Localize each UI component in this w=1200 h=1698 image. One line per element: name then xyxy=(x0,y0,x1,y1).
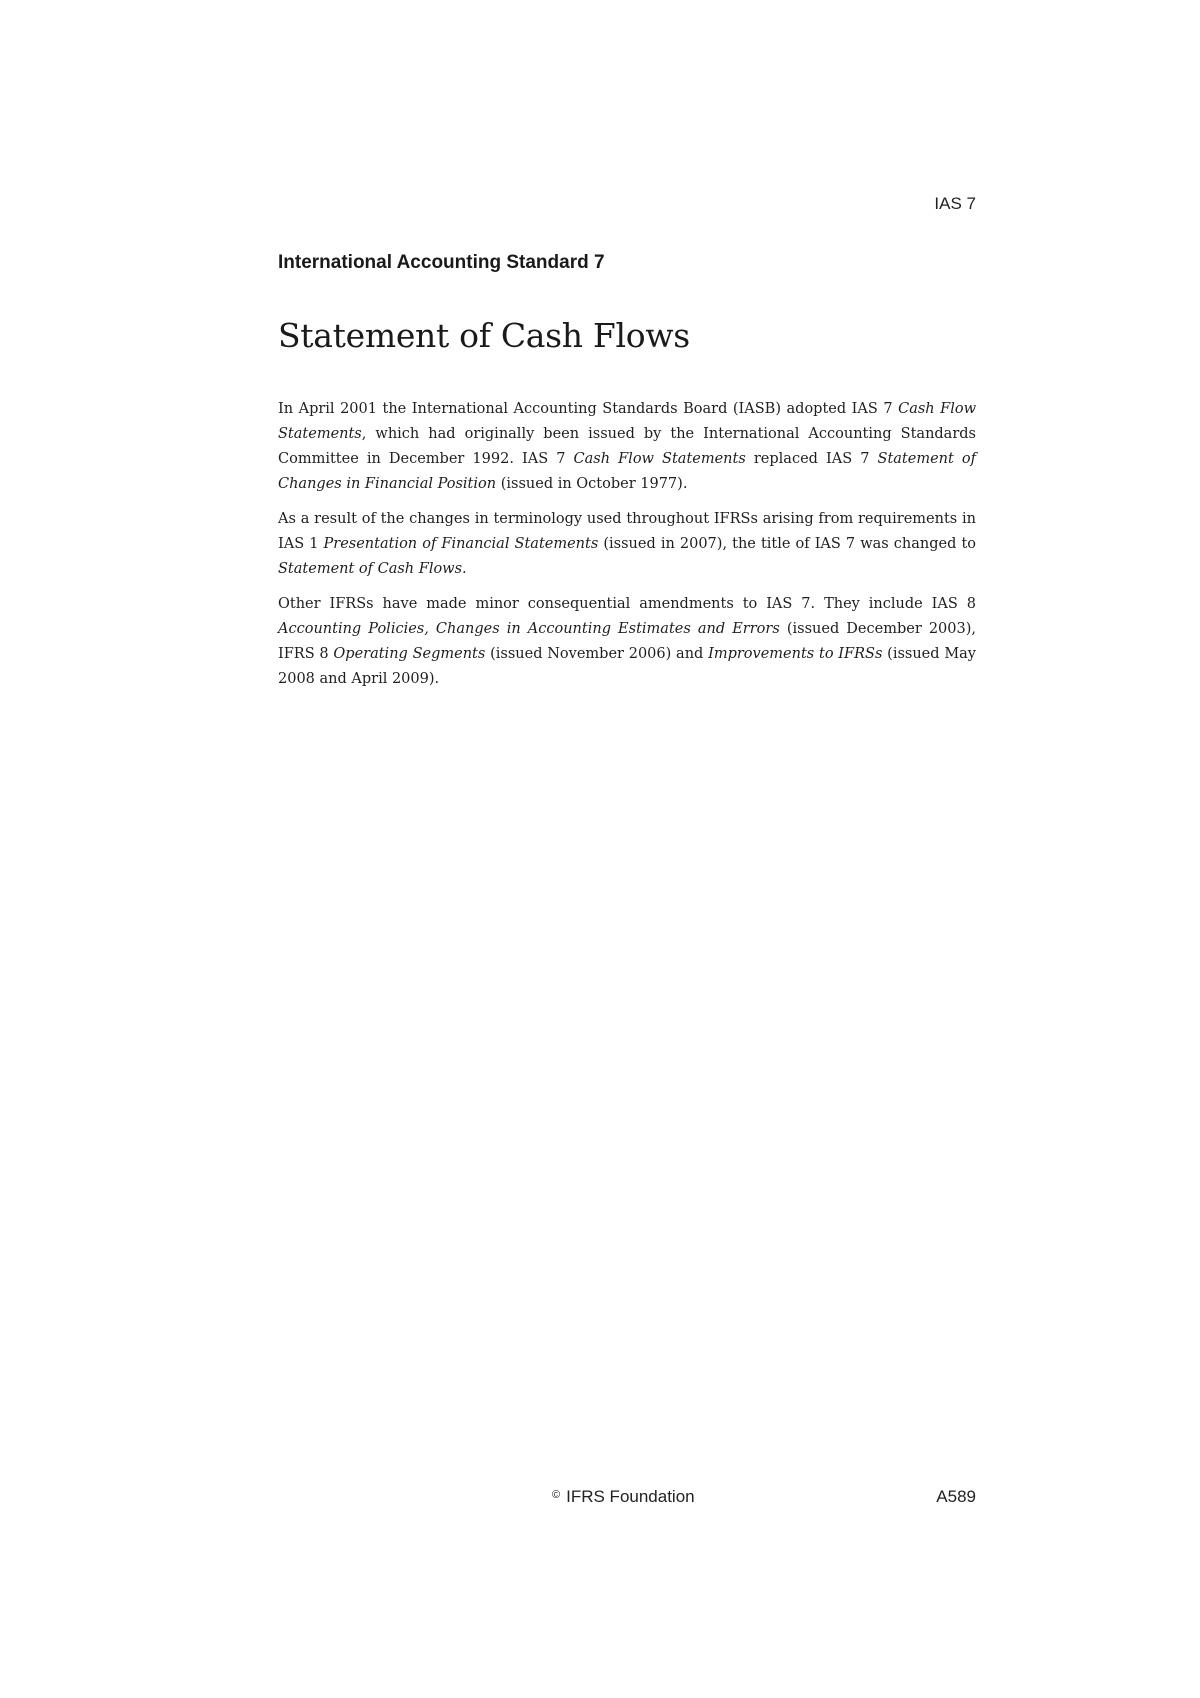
text-run: . xyxy=(462,561,467,577)
text-run: (issued November 2006) and xyxy=(485,646,709,662)
copyright-icon: © xyxy=(552,1489,561,1501)
intro-paragraph xyxy=(278,592,976,692)
italic-text-run: Statement of Changes in Financial Position xyxy=(278,451,977,492)
intro-paragraph xyxy=(278,507,976,582)
text-run: Other IFRSs have made minor consequential amendments to IAS 7. They include IAS 8 xyxy=(278,596,976,612)
standard-label: International Accounting Standard 7 xyxy=(278,252,605,273)
text-run: In April 2001 the International Accounting Standards Board (IASB) adopted IAS 7 xyxy=(278,401,899,417)
italic-text-run: Improvements to IFRSs xyxy=(708,646,883,662)
copyright-notice xyxy=(552,1487,695,1507)
italic-text-run: Accounting Policies, Changes in Accounting Estimates and Errors xyxy=(278,621,780,637)
text-run: (issued May 2008 and April 2009). xyxy=(278,646,976,687)
main-content xyxy=(278,252,976,702)
page-number: A589 xyxy=(936,1487,976,1506)
italic-text-run: Cash Flow Statements xyxy=(573,451,746,467)
copyright-text: IFRS Foundation xyxy=(566,1487,695,1506)
text-run: As a result of the changes in terminology used throughout IFRSs arising from requirements in IAS 1 xyxy=(278,511,976,552)
text-run: (issued in October 1977). xyxy=(496,476,688,492)
page-title: Statement of Cash Flows xyxy=(278,316,690,355)
text-run: replaced IAS 7 xyxy=(745,451,878,467)
italic-text-run: Cash Flow Statements xyxy=(278,401,976,442)
italic-text-run: Presentation of Financial Statements xyxy=(323,536,599,552)
italic-text-run: Statement of Cash Flows xyxy=(278,561,463,577)
intro-paragraph xyxy=(278,397,976,497)
italic-text-run: Operating Segments xyxy=(333,646,486,662)
text-run: , which had originally been issued by the International Accounting Standards Committee in December 1992. IAS 7 xyxy=(278,426,976,467)
running-head: IAS 7 xyxy=(934,194,976,213)
text-run: (issued December 2003), IFRS 8 xyxy=(278,621,976,662)
text-run: (issued in 2007), the title of IAS 7 was changed to xyxy=(598,536,977,552)
introduction xyxy=(278,397,976,692)
